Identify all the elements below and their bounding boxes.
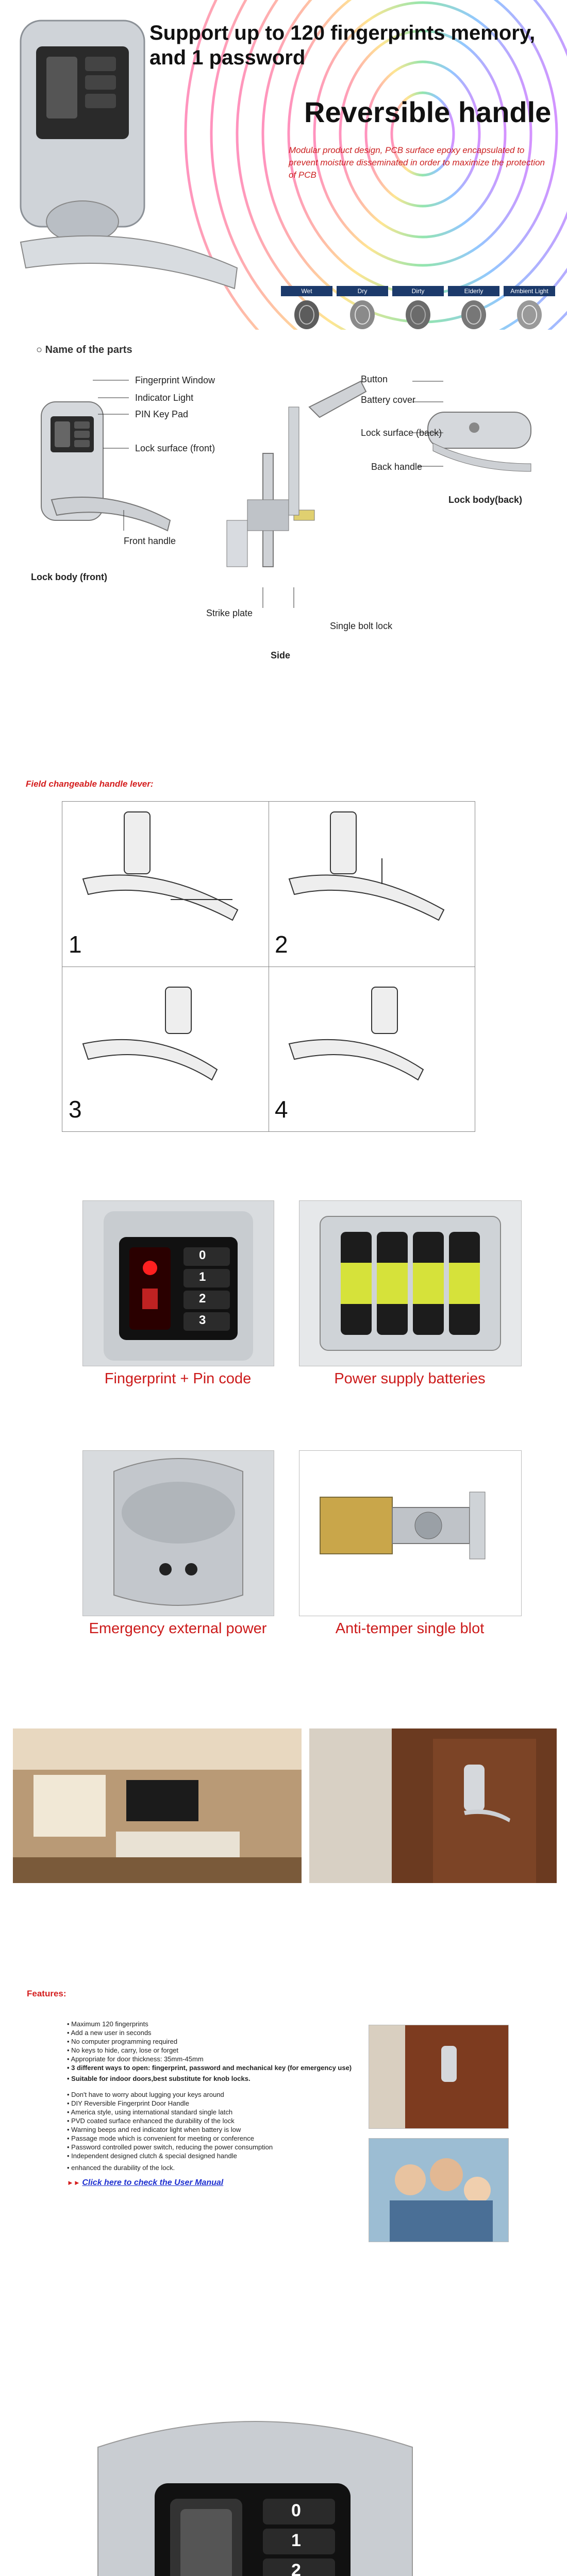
photo-door-with-lock — [309, 1728, 557, 1883]
double-arrow-icon: ►► — [67, 2179, 82, 2187]
photo-single-bolt — [299, 1450, 522, 1616]
feature-item: • Suitable for indoor doors,best substitute for knob locks. — [67, 2075, 251, 2082]
part-label-single-bolt-lock: Single bolt lock — [330, 621, 393, 631]
step-number: 1 — [69, 931, 82, 958]
fingerprint-condition-elderly — [448, 286, 499, 330]
lever-section-title: Field changeable handle lever: — [26, 779, 154, 789]
part-label-side: Side — [271, 650, 291, 660]
feature-item: • America style, using international standard single latch — [67, 2108, 233, 2116]
family-illustration — [369, 2139, 508, 2242]
part-label-strike-plate: Strike plate — [206, 608, 253, 618]
part-label-battery-cover: Battery cover — [361, 395, 416, 405]
keypad-digit: 2 — [199, 1292, 206, 1306]
photo-batteries — [299, 1200, 522, 1366]
features-list — [67, 2020, 356, 2187]
feature-item: • Appropriate for door thickness: 35mm-45mm — [67, 2055, 204, 2063]
fingerprint-condition-label: Ambient Light — [504, 286, 555, 296]
bullet-icon: • — [67, 2108, 71, 2116]
photo-keypad-closeup — [67, 2396, 443, 2576]
keypad-digit: 1 — [291, 2531, 301, 2550]
part-label-pin-keypad: PIN Key Pad — [135, 409, 189, 419]
fingerprint-icon — [281, 296, 332, 330]
keypad-digit: 0 — [291, 2501, 301, 2520]
feature-item: • DIY Reversible Fingerprint Door Handle — [67, 2099, 189, 2107]
step-number: 4 — [275, 1096, 288, 1123]
fingerprint-condition-wet — [281, 286, 332, 330]
keypad-digit: 2 — [291, 2561, 301, 2576]
bullet-icon: • — [67, 2164, 72, 2172]
parts-title — [36, 344, 132, 356]
hero-title: Support up to 120 fingerprints memory, and 1 password — [149, 22, 536, 69]
bullet-icon: • — [67, 2075, 72, 2082]
feature-item: • No keys to hide, carry, lose or forget — [67, 2046, 179, 2054]
part-label-back-handle: Back handle — [371, 462, 423, 472]
part-label-lock-body-back: Lock body(back) — [448, 495, 523, 505]
feature-item: • PVD coated surface enhanced the durability of the lock — [67, 2117, 235, 2125]
bullet-icon: • — [67, 2134, 72, 2142]
lever-steps-illustration — [62, 802, 475, 1131]
feature-item: • Passage mode which is convenient for meeting or conference — [67, 2134, 254, 2142]
hero-description: Modular product design, PCB surface epoxy encapsulated to prevent moisture disseminated in order to maximize the protection of PCB — [289, 145, 545, 180]
parts-diagram — [21, 361, 557, 742]
bullet-icon: • — [67, 2029, 71, 2037]
caption-power-batteries: Power supply batteries — [334, 1370, 486, 1387]
batteries-illustration — [299, 1201, 521, 1366]
fingerprint-icon — [504, 296, 555, 330]
keypad-digit: 3 — [199, 1313, 206, 1327]
fingerprint-condition-dry — [337, 286, 388, 330]
features-title: Features: — [27, 1989, 66, 1998]
photo-family — [369, 2138, 509, 2242]
bullet-icon: • — [67, 2126, 72, 2133]
photo-living-room — [13, 1728, 302, 1883]
door-side-illustration — [369, 2025, 508, 2128]
fingerprint-condition-dirty — [392, 286, 444, 330]
keypad-digit: 1 — [199, 1270, 206, 1284]
part-label-lock-surface-back: Lock surface (back) — [361, 428, 442, 438]
feature-item: • Independent designed clutch & special designed handle — [67, 2152, 237, 2160]
bullet-icon: • — [67, 2046, 72, 2054]
part-label-indicator-light: Indicator Light — [135, 393, 194, 403]
door-illustration — [309, 1728, 557, 1883]
feature-item: • Don't have to worry about lugging your keys around — [67, 2091, 224, 2098]
fingerprint-condition-label: Elderly — [448, 286, 499, 296]
bullet-icon: • — [67, 2055, 71, 2063]
fingerprint-condition-label: Dirty — [392, 286, 444, 296]
feature-item: • Maximum 120 fingerprints — [67, 2020, 148, 2028]
fingerprint-icon — [337, 296, 388, 330]
caption-emergency-power: Emergency external power — [89, 1620, 267, 1637]
caption-fingerprint-pin: Fingerprint + Pin code — [104, 1370, 252, 1387]
feature-item: • Password controlled power switch, reducing the power consumption — [67, 2143, 273, 2151]
hero-banner — [0, 0, 567, 330]
caption-anti-temper-bolt: Anti-temper single blot — [335, 1620, 485, 1637]
manual-link-row — [67, 2178, 356, 2187]
photo-external-power — [82, 1450, 274, 1616]
feature-item: • Warning beeps and red indicator light when battery is low — [67, 2126, 241, 2133]
bullet-icon: • — [67, 2020, 72, 2028]
step-number: 2 — [275, 931, 288, 958]
part-label-fingerprint-window: Fingerprint Window — [135, 375, 215, 385]
bullet-icon: • — [67, 2064, 72, 2072]
keypad-illustration — [83, 1201, 274, 1366]
circle-bullet-icon: ○ — [36, 344, 45, 355]
feature-item: • enhanced the durability of the lock. — [67, 2164, 175, 2172]
fingerprint-conditions-table — [281, 286, 559, 330]
fingerprint-icon — [392, 296, 444, 330]
part-label-lock-body-front: Lock body (front) — [31, 572, 107, 582]
feature-item: • 3 different ways to open: fingerprint, password and mechanical key (for emergency use) — [67, 2064, 352, 2072]
bullet-icon: • — [67, 2152, 72, 2160]
user-manual-link[interactable]: Click here to check the User Manual — [82, 2178, 224, 2187]
fingerprint-condition-label: Dry — [337, 286, 388, 296]
bullet-icon: • — [67, 2143, 72, 2151]
bullet-icon: • — [67, 2038, 72, 2045]
hero-subtitle: Reversible handle — [304, 96, 552, 128]
bolt-illustration — [299, 1451, 521, 1616]
keypad-closeup-illustration — [67, 2396, 443, 2576]
bullet-icon: • — [67, 2099, 72, 2107]
parts-title-text: Name of the parts — [45, 344, 132, 355]
keypad-digit: 0 — [199, 1248, 206, 1262]
bullet-icon: • — [67, 2091, 72, 2098]
lever-steps-grid — [62, 801, 475, 1132]
fingerprint-icon — [448, 296, 499, 330]
part-label-button: Button — [361, 374, 388, 384]
part-label-front-handle: Front handle — [124, 536, 176, 546]
photo-door-side — [369, 2025, 509, 2129]
part-label-lock-surface-front: Lock surface (front) — [135, 443, 215, 453]
bullet-icon: • — [67, 2117, 72, 2125]
photo-keypad — [82, 1200, 274, 1366]
step-number: 3 — [69, 1096, 82, 1123]
feature-item: • No computer programming required — [67, 2038, 178, 2045]
living-room-illustration — [13, 1728, 302, 1883]
feature-item: • Add a new user in seconds — [67, 2029, 152, 2037]
external-power-illustration — [83, 1451, 274, 1616]
fingerprint-condition-label: Wet — [281, 286, 332, 296]
fingerprint-condition-ambient-light — [504, 286, 555, 330]
